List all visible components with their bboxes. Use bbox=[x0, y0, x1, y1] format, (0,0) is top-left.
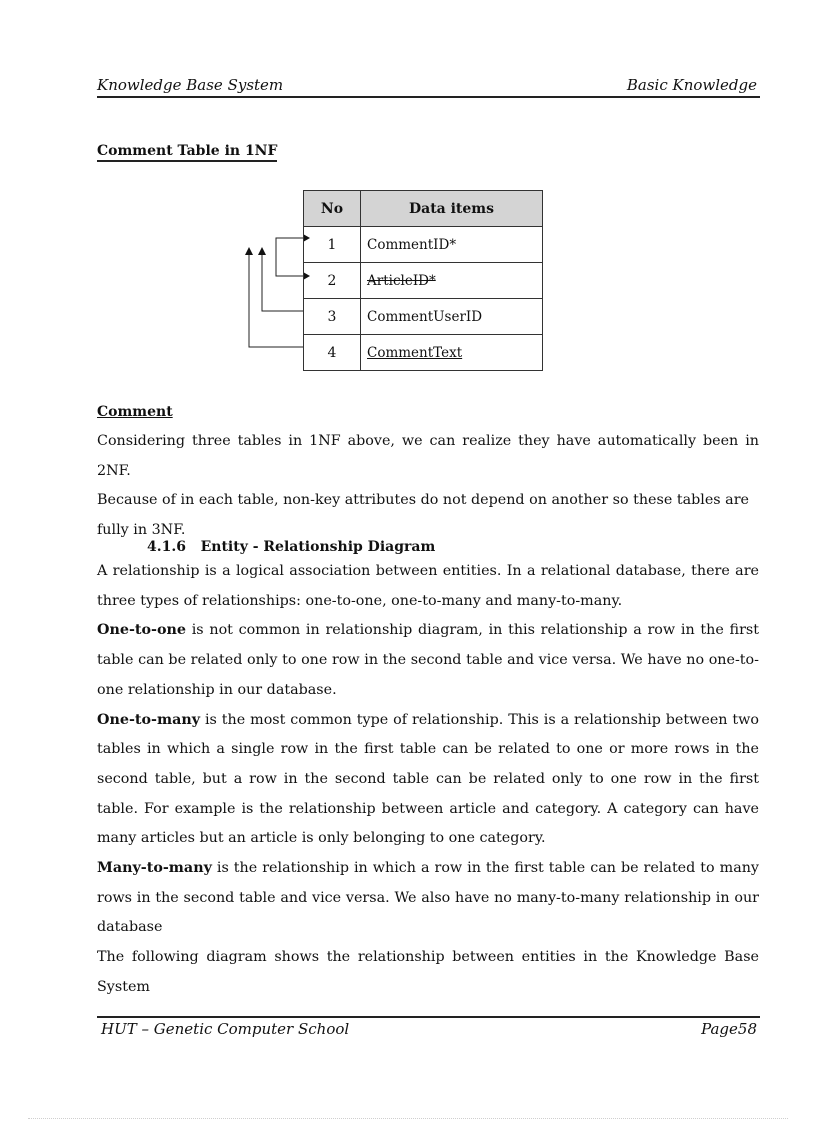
footer-rule bbox=[97, 1016, 760, 1018]
header-no: No bbox=[304, 191, 361, 227]
intro-paragraph: A relationship is a logical association between entities. In a relational database, there are three types of relationships: one-to-one, one-to-many and many-to-many. bbox=[97, 563, 759, 609]
footer-school: HUT – Genetic Computer School bbox=[101, 1020, 350, 1038]
row-item: CommentUserID bbox=[361, 299, 543, 335]
page-number: Page58 bbox=[701, 1020, 757, 1038]
comment-paragraph bbox=[97, 427, 759, 546]
arrowhead-up-a bbox=[258, 247, 266, 255]
comment-line: Considering three tables in 1NF above, we can realize they have automatically been in 2NF. bbox=[97, 433, 759, 479]
arrow-3-up bbox=[262, 253, 303, 311]
header-section-title: Basic Knowledge bbox=[626, 76, 757, 94]
subsection-heading bbox=[147, 539, 435, 555]
row-item: CommentID* bbox=[361, 227, 543, 263]
dependency-arrows bbox=[240, 225, 310, 350]
page-edge-dots bbox=[28, 1118, 788, 1119]
one-to-one-paragraph bbox=[97, 616, 759, 705]
table-row bbox=[304, 335, 543, 371]
header-doc-title: Knowledge Base System bbox=[97, 76, 284, 94]
comment-line: Because of in each table, non-key attributes do not depend on another so these tables are bbox=[97, 492, 750, 509]
one-to-many-paragraph bbox=[97, 706, 759, 855]
row-item: CommentText bbox=[361, 335, 543, 371]
many-to-many-text: is the relationship in which a row in the first table can be related to many rows in the second table and vice versa. We also have no many-to-many relationship in our database bbox=[97, 860, 759, 936]
row-no: 2 bbox=[304, 263, 361, 299]
row-item: ArticleID* bbox=[361, 263, 543, 299]
table-row bbox=[304, 227, 543, 263]
header-rule bbox=[97, 96, 760, 98]
comment-line: fully in 3NF. bbox=[97, 522, 186, 539]
many-to-many-paragraph bbox=[97, 854, 759, 943]
comment-heading: Comment bbox=[97, 404, 173, 420]
row-no: 4 bbox=[304, 335, 361, 371]
one-to-many-text: is the most common type of relationship. This is a relationship between two tables in which a single row in the first table can be related to one or more rows in the second table, but a row in the second table can be related only to one row in the first table. For example is the relationship between article and category. A category can have many articles but an article is only belonging to one category. bbox=[97, 711, 759, 847]
comment-table bbox=[303, 190, 543, 371]
one-to-one-text: is not common in relationship diagram, in this relationship a row in the first table can be related only to one row in the second table and vice versa. We have no one-to-one relationship in our database. bbox=[97, 622, 759, 698]
table-header-row bbox=[304, 191, 543, 227]
one-to-one-term: One-to-one bbox=[97, 622, 186, 639]
following-paragraph: The following diagram shows the relationship between entities in the Knowledge Base System bbox=[97, 949, 759, 995]
subsection-number: 4.1.6 bbox=[147, 539, 186, 555]
row-no: 1 bbox=[304, 227, 361, 263]
many-to-many-term: Many-to-many bbox=[97, 860, 212, 877]
one-to-many-term: One-to-many bbox=[97, 711, 201, 728]
header-data-items: Data items bbox=[361, 191, 543, 227]
subsection-title: Entity - Relationship Diagram bbox=[200, 539, 436, 555]
table-row bbox=[304, 263, 543, 299]
body-text bbox=[97, 557, 759, 1003]
arrow-1-to-2 bbox=[276, 238, 303, 276]
table-row bbox=[304, 299, 543, 335]
page-header bbox=[97, 76, 759, 96]
arrowhead-up-b bbox=[245, 247, 253, 255]
section-title: Comment Table in 1NF bbox=[97, 143, 277, 162]
row-no: 3 bbox=[304, 299, 361, 335]
page-footer bbox=[101, 1020, 757, 1038]
